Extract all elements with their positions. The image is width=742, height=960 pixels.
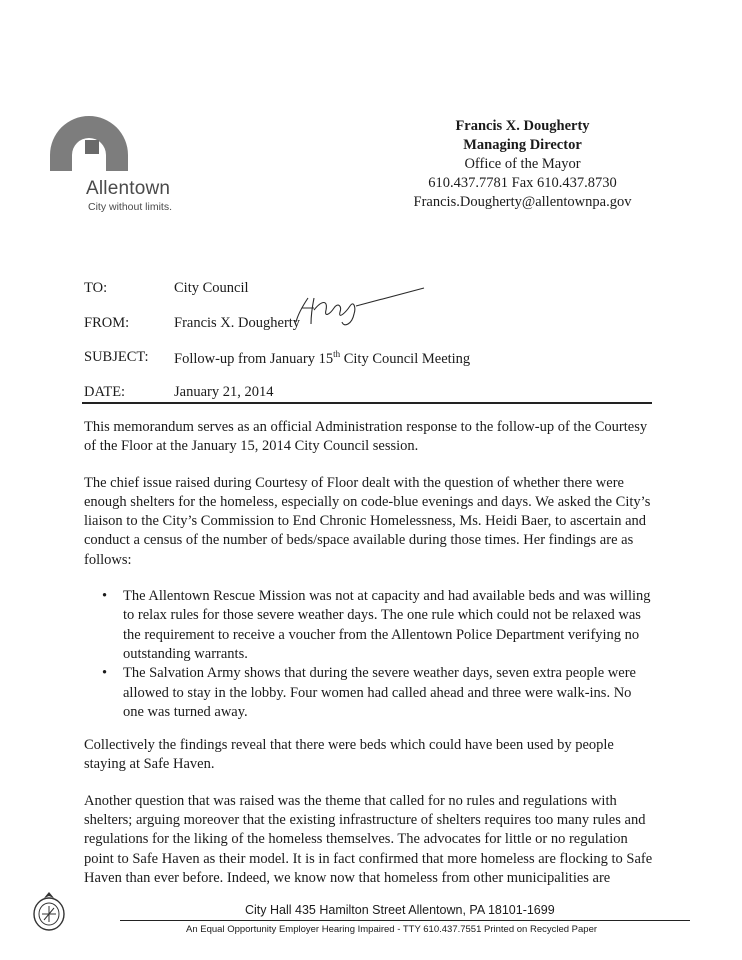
header-divider (82, 402, 652, 404)
footer-address: City Hall 435 Hamilton Street Allentown, PA 18101-1699 (245, 903, 555, 917)
to-value: City Council (174, 280, 249, 296)
sender-block (400, 117, 645, 212)
paragraph-4: Another question that was raised was the theme that called for no rules and regulations with shelters; arguing moreover that the existing infrastructure of shelters requires too many rules and regulations for the liking of the homeless themselves. The advocates for little or no regulation point to Safe Haven as their model. It is in fact confirmed that more homeless are flocking to Safe Haven than ever before. Indeed, we know now that homeless from other municipalities are (84, 792, 653, 886)
sender-email: Francis.Dougherty@allentownpa.gov (413, 194, 632, 210)
footer-note: An Equal Opportunity Employer Hearing Impaired - TTY 610.437.7551 Printed on Recycled Paper (186, 924, 598, 935)
findings-list (84, 587, 654, 722)
bullet-icon: • (102, 665, 108, 682)
memo-body (84, 418, 654, 905)
logo-name: Allentown (86, 178, 171, 199)
paragraph-3: Collectively the findings reveal that there were beds which could have been used by people staying at Safe Haven. (84, 737, 614, 773)
sender-title: Managing Director (463, 137, 582, 153)
from-label: FROM: (84, 315, 130, 331)
sender-office: Office of the Mayor (464, 156, 581, 172)
list-item: • The Salvation Army shows that during the severe weather days, seven extra people were allowed to stay in the lobby. Four women had called ahead and three were walk-ins. No one was turned away. (102, 665, 636, 720)
logo-tagline: City without limits. (88, 201, 173, 213)
to-label: TO: (84, 280, 108, 296)
signature-icon (284, 284, 426, 334)
date-value: January 21, 2014 (174, 384, 274, 400)
bullet-icon: • (102, 588, 108, 605)
paragraph-1: This memorandum serves as an official Administration response to the follow-up of the Courtesy of the Floor at the January 15, 2014 City Council session. (84, 419, 648, 455)
from-value: Francis X. Dougherty (174, 315, 301, 331)
sender-phone-fax: 610.437.7781 Fax 610.437.8730 (428, 175, 617, 191)
subject-value: Follow-up from January 15th City Council Meeting (174, 349, 471, 367)
subject-label: SUBJECT: (84, 349, 149, 365)
list-item: • The Allentown Rescue Mission was not at capacity and had available beds and was willing to relax rules for those severe weather days. The one rule which could not be relaxed was the requirement to receive a voucher from the Allentown Police Department verifying no outstanding warrants. (102, 588, 651, 662)
date-label: DATE: (84, 384, 126, 400)
sender-name: Francis X. Dougherty (455, 118, 590, 134)
paragraph-2: The chief issue raised during Courtesy of Floor dealt with the question of whether there were enough shelters for the homeless, especially on code-blue evenings and days. We asked the City’s liaison to the City’s Commission to End Chronic Homelessness, Ms. Heidi Baer, to ascertain and conduct a census of the number of beds/space available during those times. Her findings are as follows: (84, 474, 651, 568)
footer-divider (120, 920, 690, 921)
city-seal-icon (30, 890, 68, 932)
